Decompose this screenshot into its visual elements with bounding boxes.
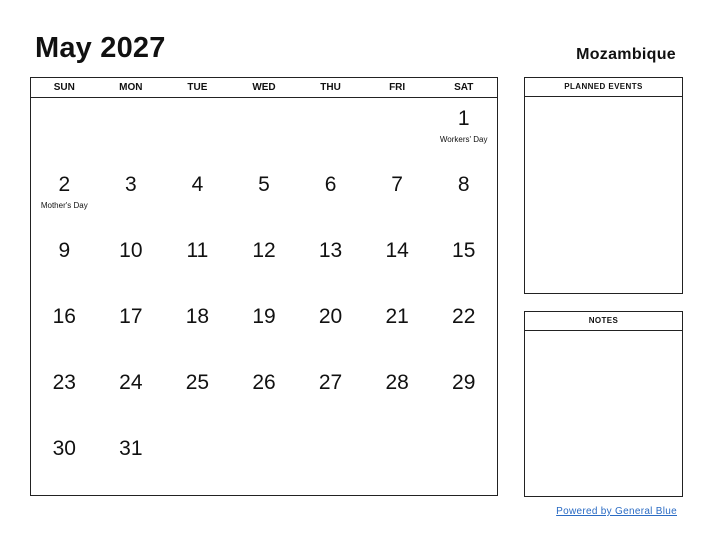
day-number: 30 xyxy=(52,437,76,460)
weekday-fri: FRI xyxy=(389,82,406,93)
day-cell xyxy=(297,428,364,494)
day-number: 2 xyxy=(58,173,71,196)
day-number xyxy=(364,98,431,107)
day-cell xyxy=(364,296,431,362)
day-cell xyxy=(364,362,431,428)
day-cell xyxy=(31,98,98,164)
day-number: 3 xyxy=(125,173,137,196)
day-number: 15 xyxy=(452,239,476,262)
day-number: 6 xyxy=(324,173,337,196)
month-calendar xyxy=(30,77,498,496)
day-cell xyxy=(430,296,497,362)
day-number: 8 xyxy=(457,173,470,196)
holiday-label: Mother's Day xyxy=(40,201,88,210)
day-cell xyxy=(231,164,298,230)
day-number xyxy=(164,98,231,107)
weekday-thu: THU xyxy=(320,82,341,93)
notes-panel xyxy=(524,311,683,497)
day-number: 29 xyxy=(452,371,476,394)
weekday-header-row xyxy=(31,78,497,98)
planned-events-heading: PLANNED EVENTS xyxy=(525,78,682,97)
day-number: 23 xyxy=(52,371,76,394)
day-cell xyxy=(297,164,364,230)
day-number: 11 xyxy=(186,239,209,262)
day-cell xyxy=(430,164,497,230)
day-number: 21 xyxy=(385,305,409,328)
day-cell xyxy=(98,230,165,296)
day-cell xyxy=(98,98,165,164)
day-cell xyxy=(364,164,431,230)
day-number: 12 xyxy=(252,239,276,262)
day-cell xyxy=(98,428,165,494)
day-number: 19 xyxy=(252,305,276,328)
day-number: 28 xyxy=(385,371,409,394)
day-cell xyxy=(231,296,298,362)
weekday-wed: WED xyxy=(252,82,276,93)
day-number: 27 xyxy=(318,371,343,394)
day-cell xyxy=(31,296,98,362)
day-number xyxy=(231,98,298,107)
country-label: Mozambique xyxy=(576,46,676,63)
day-cell xyxy=(164,164,231,230)
planned-events-panel xyxy=(524,77,683,294)
day-number xyxy=(164,428,231,437)
day-number xyxy=(297,98,364,107)
day-number xyxy=(364,428,431,437)
day-cell xyxy=(430,230,497,296)
day-number: 17 xyxy=(119,305,143,328)
day-number: 10 xyxy=(119,239,143,262)
day-cell xyxy=(31,230,98,296)
day-number xyxy=(31,98,98,107)
weekday-mon: MON xyxy=(119,82,143,93)
day-number: 25 xyxy=(185,371,210,394)
day-cell xyxy=(231,362,298,428)
day-cell xyxy=(364,428,431,494)
day-cell xyxy=(98,164,165,230)
day-cell xyxy=(297,230,364,296)
day-number: 4 xyxy=(191,173,204,196)
weekday-sun: SUN xyxy=(53,82,75,93)
day-number xyxy=(231,428,298,437)
day-number: 18 xyxy=(185,305,210,328)
powered-by-link[interactable]: Powered by General Blue xyxy=(556,506,677,517)
day-cell xyxy=(297,296,364,362)
day-cell xyxy=(98,296,165,362)
day-number: 20 xyxy=(318,305,343,328)
day-number: 9 xyxy=(58,239,71,262)
day-number xyxy=(98,98,165,107)
day-number xyxy=(430,428,497,437)
day-cell xyxy=(297,362,364,428)
day-cell xyxy=(430,428,497,494)
day-number: 13 xyxy=(318,239,343,262)
day-cell xyxy=(164,428,231,494)
day-number: 5 xyxy=(258,173,270,196)
day-cell xyxy=(164,230,231,296)
day-number: 22 xyxy=(452,305,476,328)
day-number: 14 xyxy=(385,239,409,262)
weekday-sat: SAT xyxy=(454,82,474,93)
day-cell xyxy=(231,98,298,164)
day-cell xyxy=(164,296,231,362)
day-cell xyxy=(164,98,231,164)
day-cell xyxy=(297,98,364,164)
holiday-label: Workers' Day xyxy=(439,135,488,144)
day-cell xyxy=(430,362,497,428)
day-number: 16 xyxy=(52,305,76,328)
day-cell xyxy=(164,362,231,428)
day-cell xyxy=(364,230,431,296)
day-cell xyxy=(98,362,165,428)
day-number: 7 xyxy=(391,173,403,196)
day-cell xyxy=(430,98,497,164)
day-number: 26 xyxy=(252,371,276,394)
day-cell xyxy=(364,98,431,164)
day-number: 1 xyxy=(457,107,470,130)
day-number xyxy=(297,428,364,437)
calendar-grid xyxy=(31,98,497,494)
day-cell xyxy=(31,362,98,428)
day-number: 24 xyxy=(119,371,143,394)
page-title: May 2027 xyxy=(35,32,166,64)
day-cell xyxy=(31,428,98,494)
weekday-tue: TUE xyxy=(187,82,208,93)
day-cell xyxy=(31,164,98,230)
notes-heading: NOTES xyxy=(525,312,682,331)
day-cell xyxy=(231,428,298,494)
day-cell xyxy=(231,230,298,296)
day-number: 31 xyxy=(119,437,143,460)
